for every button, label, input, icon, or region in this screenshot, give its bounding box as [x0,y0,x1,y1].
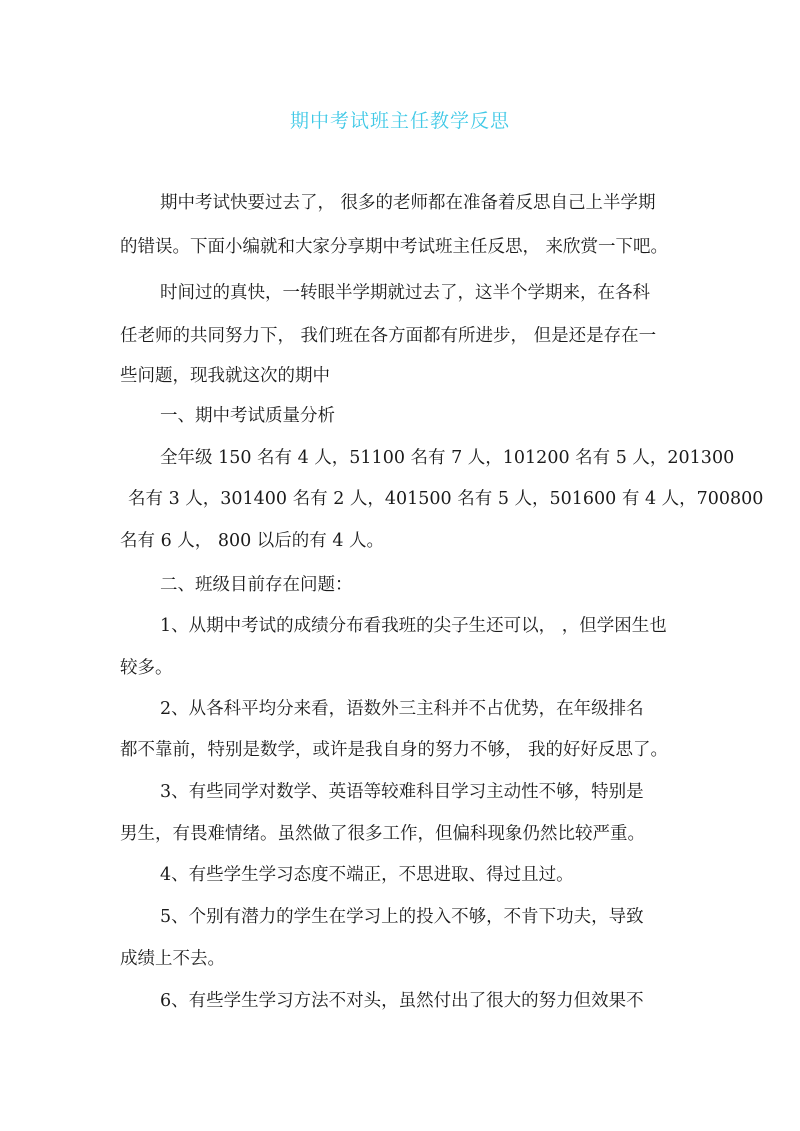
paragraph-line: 较多。 [120,658,173,678]
paragraph-line: 男生，有畏难情绪。虽然做了很多工作，但偏科现象仍然比较严重。 [120,824,645,844]
section-heading: 一、期中考试质量分析 [160,406,335,426]
paragraph-line: 6、有些学生学习方法不对头，虽然付出了很大的努力但效果不 [160,991,644,1011]
paragraph-line: 名有 3 人，301400 名有 2 人，401500 名有 5 人，501600 有 4 人，700800 [128,489,764,509]
paragraph-line: 时间过的真快，一转眼半学期就过去了，这半个学期来，在各科 [160,283,650,303]
paragraph-line: 的错误。下面小编就和大家分享期中考试班主任反思， 来欣赏一下吧。 [120,237,669,257]
paragraph-line: 5、个别有潜力的学生在学习上的投入不够，不肯下功夫，导致 [160,907,644,927]
paragraph-line: 任老师的共同努力下， 我们班在各方面都有所进步， 但是还是存在一 [120,326,657,346]
paragraph-line: 些问题，现我就这次的期中 [120,366,330,386]
paragraph-line: 1、从期中考试的成绩分布看我班的尖子生还可以， ，但学困生也 [160,616,667,636]
paragraph-line: 3、有些同学对数学、英语等较难科目学习主动性不够，特别是 [160,782,644,802]
paragraph-line: 成绩上不去。 [120,949,225,969]
paragraph-line: 全年级 150 名有 4 人，51100 名有 7 人，101200 名有 5 人，201300 [160,448,735,468]
section-heading: 二、班级目前存在问题： [160,575,353,595]
paragraph-line: 2、从各科平均分来看，语数外三主科并不占优势，在年级排名 [160,699,644,719]
document-title: 期中考试班主任教学反思 [289,110,510,132]
paragraph-line: 都不靠前，特别是数学，或许是我自身的努力不够， 我的好好反思了。 [120,740,669,760]
paragraph-line: 期中考试快要过去了， 很多的老师都在准备着反思自己上半学期 [160,193,656,213]
paragraph-line: 4、有些学生学习态度不端正，不思进取、得过且过。 [160,865,574,885]
paragraph-line: 名有 6 人， 800 以后的有 4 人。 [120,531,385,551]
